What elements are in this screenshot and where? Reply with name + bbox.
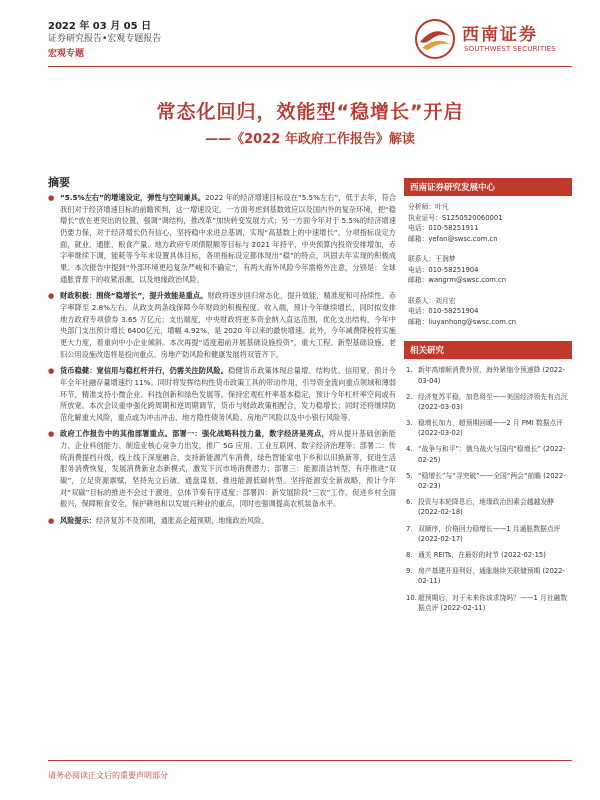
paragraph-body: 稳健货币政策体现总量增、结构优、信用宽，预计今年全年社融存量增速约 11%。同时将发挥结构性货币政策工具的带动作用，引导资金流向重点领域和薄弱环节，精准支持小微企业、科技创新和绿色发展等。保持宏观杠杆率基本稳定，预计今年杠杆率空间或有所放宽。本次会议重申强化跨周期和逆周期调节，货币与财政政策相配合，发力稳增长；同时还将继续防范化解重大风险，重点或为冲击冲击、地方隐性债务风险、房地产风险以及中小银行风险等。 bbox=[60, 366, 396, 422]
footer-disclaimer: 请务必阅读正文后的重要声明部分 bbox=[48, 771, 168, 780]
report-title: 常态化回归，效能型“稳增长”开启 bbox=[156, 101, 464, 123]
paragraph-lead: 风险提示： bbox=[60, 516, 96, 526]
paragraph-body: 财政将逐步回归常态化，提升效能，精准度和可持续性。赤字率降至 2.8%左右，从政支两条线保障今年财政的积极程度。收入端，预计今年继续增长，同时拟安排地方政府专项债券 3.65 万亿元；支出端度，中央财政将更多资金纳入直达范围，优化支出结构，今年中央部门支出预计增长 6400亿元，增幅 4.92%，是 2020 年以来的最快增速。此外，今年减费降税将实施更大力度，着重向中小企业倾斜。本次再提“适度超前开展基础设施投资”，重大工程、新型基础设施、老旧公用设施改造将是投向重点。房地产防风险和健康发展将双管齐下。 bbox=[60, 291, 396, 359]
logo-emblem-icon bbox=[414, 18, 456, 60]
related-item[interactable] bbox=[406, 392, 572, 412]
bullet-icon: ● bbox=[48, 516, 55, 526]
related-item[interactable] bbox=[406, 365, 572, 385]
bullet-icon: ● bbox=[48, 429, 55, 439]
report-subtitle: ——《2022 年政府工作报告》解读 bbox=[205, 132, 415, 147]
bullet-icon: ● bbox=[48, 193, 55, 202]
bullet-icon: ● bbox=[48, 291, 55, 301]
item-number: 1. bbox=[406, 366, 413, 375]
item-number: 3. bbox=[406, 419, 413, 428]
analyst-phone: 电话：010-58251911 bbox=[408, 224, 479, 233]
item-text: 新年高增顺消费外贸，海外紧缩令预速降 (2022-03-04) bbox=[418, 366, 565, 385]
item-number: 2. bbox=[406, 392, 413, 401]
item-text: 双顺序，价格回力稳增长——1 月通胀数据点评 (2022-02-17) bbox=[418, 524, 561, 543]
related-item[interactable] bbox=[406, 444, 572, 464]
logo-cn-text: 西南证券 bbox=[462, 25, 538, 45]
analyst-license: 执业证号：S1250520060001 bbox=[408, 213, 503, 222]
abstract-paragraph bbox=[48, 192, 396, 285]
related-item[interactable] bbox=[406, 471, 572, 491]
item-number: 4. bbox=[406, 445, 413, 454]
contact-email[interactable]: 邮箱：liuyanhong@swsc.com.cn bbox=[408, 317, 517, 326]
item-text: 经济复苏平稳，加息将至——美国经济领先有点沉 (2022-03-03) bbox=[418, 392, 568, 411]
item-text: 稳增长加力，超预期回暖——2 月 PMI 数据点评 (2022-03-02) bbox=[418, 419, 564, 438]
report-tag: 宏观专题 bbox=[48, 49, 85, 59]
contact-email[interactable]: 邮箱：wangrm@swsc.com.cn bbox=[408, 276, 507, 285]
item-number: 5. bbox=[406, 471, 413, 480]
item-text: “稳增长”与“寻突破”——全国“两会”前瞻 (2022-02-23) bbox=[418, 471, 566, 490]
related-item[interactable] bbox=[406, 593, 572, 613]
paragraph-body: 将从提升基础创新能力、企业科创能力、制造业核心竞争力出发，推广 5G 应用、工业互联网、数字经济治理等；部署二：传统消费提档升级，线上线下深度融合，支持新能源汽车消费，绿色智能家电下乡和以旧换新等，促进生活服务消费恢复，发展消费新业态新模式，激发下沉市场消费潜力；部署三：能源清洁转型，有序推进“双碳”，立足资源禀赋，坚持先立后破、通盘谋划，推进能源低碳转型。坚持能源安全新战略，预计今年对“双碳”目标的推进不会过于激进，总体节奏有序适度；部署四：新发展阶段“三农”工作，促进乡村全面振兴，保障粮食安全，保护耕地和以发展兴种业的重点，同时也强调提高农机装备水平。 bbox=[60, 429, 396, 509]
bullet-icon: ● bbox=[48, 366, 55, 376]
related-item[interactable] bbox=[406, 524, 572, 544]
report-type: 证券研究报告•宏观专题报告 bbox=[48, 34, 162, 44]
item-text: 通关 REITs，在最好的时节 (2022-02-15) bbox=[418, 550, 546, 559]
related-research-list bbox=[404, 365, 572, 613]
contact-block bbox=[408, 296, 568, 328]
analyst-block bbox=[408, 202, 568, 244]
abstract-paragraph bbox=[48, 515, 396, 527]
related-research-header: 相关研究 bbox=[404, 341, 572, 359]
analyst-info bbox=[404, 196, 572, 341]
abstract-paragraph bbox=[48, 290, 396, 360]
item-number: 6. bbox=[406, 498, 413, 507]
paragraph-lead: “5.5%左右”的增速设定，弹性与空间兼具。 bbox=[60, 193, 206, 202]
item-text: 投资与本轮降息后，地缘政治因素会越越发酵 (2022-02-18) bbox=[418, 498, 554, 517]
paragraph-body: 2022 年的经济增速目标设在“5.5%左右”，低于去年，符合我们对于经济增速目标的前瞻预判，这一增速设定，一方面考虑到基数效应以及国内外的复杂环境，把“稳增长”放在更突出的位置，强调“调结构，推改革”加快转变发展方式；另一方面今年对于 5.5%的经济增速仍要力保，对于经济增长仍有信心，坚持稳中求进总基调，实现“高基数上的中速增长”。分项指标设定方面，就业、通胀、粮食产量、地方政府专项债限额等目标与 2021 年持平，中央预算内投资安排增加，赤字率继续下调，能耗等今年未设置具体目标，各项指标设定都体现出“稳”的特点，巩固去年实现的积极成果。本次报告中提到“外部环境更趋复杂严峻和不确定”，有两大海外风险今年需格外注意，分别是：全球通胀背景下的收紧浪潮，以及地缘政治风险。 bbox=[60, 193, 396, 284]
paragraph-lead: 财政积极：围绕“稳增长”，提升效能是重点。 bbox=[60, 291, 208, 301]
related-item[interactable] bbox=[406, 566, 572, 586]
item-number: 8. bbox=[406, 550, 413, 559]
contact-phone: 电话：010-58251904 bbox=[408, 307, 479, 316]
related-item[interactable] bbox=[406, 550, 572, 560]
item-text: “战争与和平”：俄乌战火与国内“稳增长” (2022-02-25) bbox=[418, 445, 566, 464]
contact-name: 联系人：王润梦 bbox=[408, 255, 456, 264]
paragraph-lead: 政府工作报告中的其他部署重点。部署一：强化战略科技力量，数字经济是亮点， bbox=[60, 429, 330, 439]
logo-en-text: SOUTHWEST SECURITIES bbox=[464, 45, 556, 53]
item-text: 超预期后，对于未来你该求饶吗？——1 月社融数据点评 (2022-02-11) bbox=[418, 593, 568, 612]
analyst-email[interactable]: 邮箱：yefan@swsc.com.cn bbox=[408, 234, 498, 243]
abstract-paragraph bbox=[48, 428, 396, 510]
paragraph-lead: 货币稳健：宽信用与稳杠杆并行，仍需关注防风险。 bbox=[60, 366, 229, 376]
footer-divider bbox=[48, 760, 572, 761]
paragraph-body: 经济复苏不及预期，通胀高企超预期，地缘政治风险。 bbox=[95, 516, 269, 526]
header-divider bbox=[48, 66, 572, 67]
related-item[interactable] bbox=[406, 418, 572, 438]
contact-name: 联系人：刘月宏 bbox=[408, 296, 456, 305]
contact-phone: 电话：010-58251904 bbox=[408, 265, 479, 274]
item-number: 9. bbox=[406, 567, 413, 576]
item-text: 房产基建开迎利好，通胀继续关联储预期 (2022-02-11) bbox=[418, 567, 565, 586]
brand-logo bbox=[412, 14, 572, 64]
report-date: 2022 年 03 月 05 日 bbox=[48, 21, 152, 32]
analyst-name: 分析师：叶凡 bbox=[408, 203, 449, 211]
item-number: 10. bbox=[406, 593, 417, 602]
abstract-body bbox=[48, 192, 396, 532]
abstract-heading: 摘要 bbox=[48, 176, 70, 189]
sidebar-header: 西南证券研究发展中心 bbox=[404, 178, 572, 196]
related-item[interactable] bbox=[406, 497, 572, 517]
item-number: 7. bbox=[406, 524, 413, 533]
contact-block bbox=[408, 254, 568, 286]
abstract-paragraph bbox=[48, 365, 396, 423]
sidebar bbox=[404, 178, 572, 619]
